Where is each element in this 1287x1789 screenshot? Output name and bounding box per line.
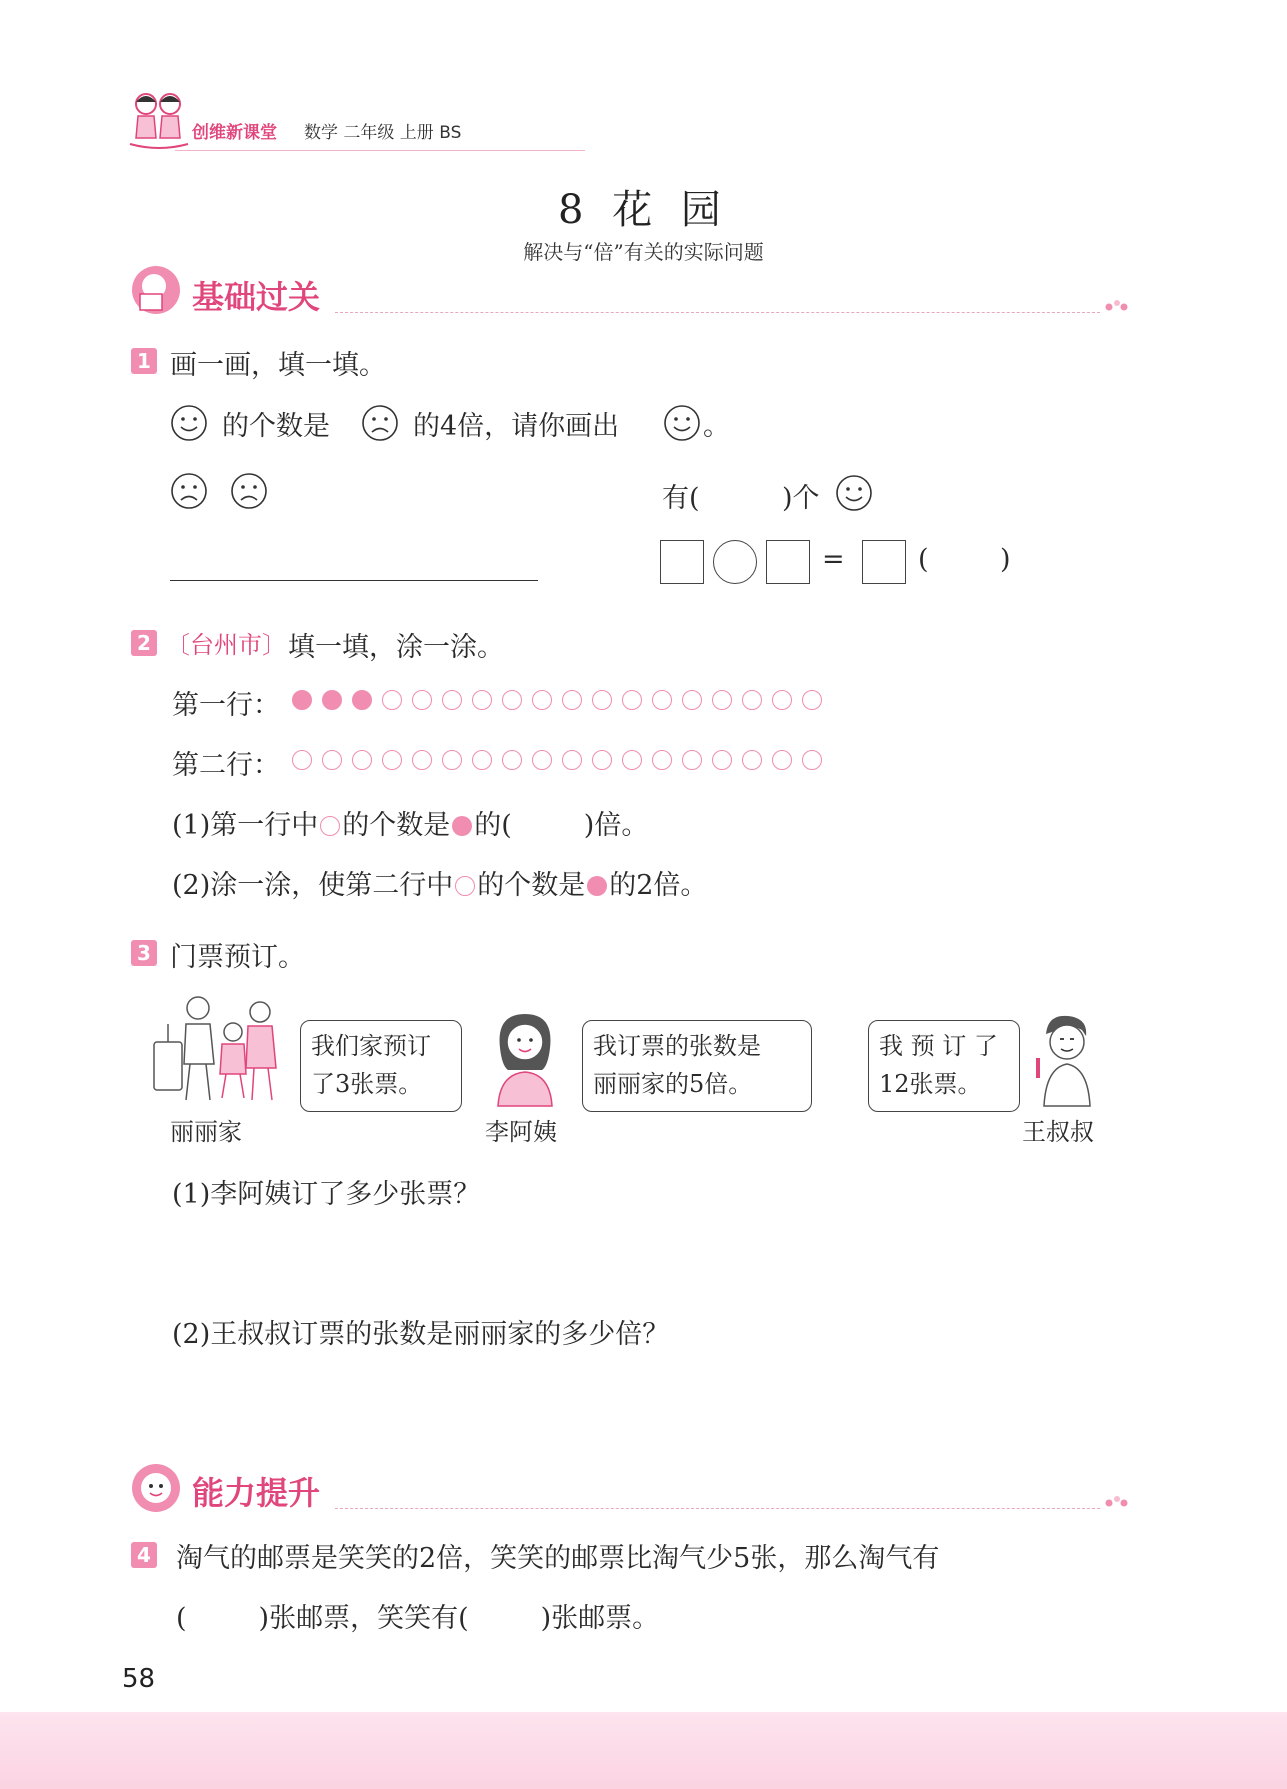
question-2-sub2 <box>172 863 707 902</box>
empty-dot-icon <box>455 876 475 896</box>
section-advanced-divider <box>335 1508 1100 1509</box>
equation-number-box[interactable] <box>766 540 810 584</box>
empty-dot <box>562 690 582 710</box>
question-1-stem: 画一画，填一填。 <box>170 350 386 381</box>
empty-dot[interactable] <box>532 750 552 770</box>
empty-dot[interactable] <box>412 750 432 770</box>
speech-bubble-lili <box>300 1020 462 1112</box>
empty-dot-icon <box>320 816 340 836</box>
question-3-sub2-answer-area[interactable] <box>172 1354 1072 1454</box>
empty-dot[interactable] <box>652 750 672 770</box>
empty-dot[interactable] <box>622 750 642 770</box>
header-kids-logo <box>126 88 192 154</box>
question-2-sub1 <box>172 803 648 842</box>
empty-dot <box>382 690 402 710</box>
equation-unit-blank[interactable] <box>935 540 995 580</box>
empty-dot <box>622 690 642 710</box>
question-4-line2-c: )张邮票。 <box>540 1603 660 1634</box>
filled-dot <box>292 690 312 710</box>
question-2-source: 〔台州市〕 <box>166 631 286 659</box>
question-2-sub2-b: 的个数是 <box>477 870 586 901</box>
smile-face-icon <box>170 404 208 442</box>
question-2-sub1-b: 的个数是 <box>342 810 451 841</box>
equation-unit-close: ) <box>1000 544 1011 575</box>
smile-face-icon <box>663 404 701 442</box>
section-basic-dots-icon <box>1104 298 1132 312</box>
filled-dot-icon <box>587 876 607 896</box>
page-subtitle: 解决与“倍”有关的实际问题 <box>523 240 764 264</box>
question-1-drawing-line[interactable] <box>170 580 538 581</box>
question-3-number: 3 <box>131 940 157 966</box>
question-2-row1-label: 第一行： <box>172 690 280 721</box>
empty-dot[interactable] <box>772 750 792 770</box>
empty-dot[interactable] <box>502 750 522 770</box>
empty-dot <box>442 690 462 710</box>
question-2-row2-label: 第二行： <box>172 750 280 781</box>
question-4-number: 4 <box>131 1542 157 1568</box>
sad-face-icon <box>230 472 268 510</box>
question-2-sub1-a: (1)第一行中 <box>172 810 319 841</box>
question-2-stem: 填一填，涂一涂。 <box>288 632 504 663</box>
empty-dot[interactable] <box>382 750 402 770</box>
footer-band <box>0 1712 1287 1789</box>
speaker-lili-name: 丽丽家 <box>170 1118 242 1146</box>
header-divider <box>175 150 585 151</box>
empty-dot <box>772 690 792 710</box>
empty-dot[interactable] <box>472 750 492 770</box>
empty-dot <box>502 690 522 710</box>
filled-dot <box>352 690 372 710</box>
section-basic-title: 基础过关 <box>192 278 321 316</box>
section-advanced-dots-icon <box>1104 1494 1132 1508</box>
section-basic-mascot-icon <box>128 264 184 316</box>
speech-aunt-li-line1: 我订票的张数是 <box>593 1032 761 1060</box>
equation-operator-circle[interactable] <box>713 540 757 584</box>
section-basic-divider <box>335 312 1100 313</box>
question-2-row2-dots[interactable] <box>292 750 822 770</box>
page-number: 58 <box>122 1664 156 1694</box>
question-1-count-suffix: )个 <box>782 483 820 514</box>
empty-dot <box>472 690 492 710</box>
empty-dot <box>712 690 732 710</box>
question-3-stem: 门票预订。 <box>170 942 305 973</box>
filled-dot <box>322 690 342 710</box>
empty-dot[interactable] <box>562 750 582 770</box>
question-1-text-end: 。 <box>703 411 730 442</box>
speech-lili-line2: 了3张票。 <box>311 1070 423 1098</box>
empty-dot[interactable] <box>442 750 462 770</box>
question-4-line2 <box>176 1596 659 1635</box>
question-2-sub1-d: )倍。 <box>583 810 649 841</box>
speaker-uncle-wang-name: 王叔叔 <box>1022 1118 1094 1146</box>
speaker-aunt-li-name: 李阿姨 <box>485 1118 557 1146</box>
speech-uncle-wang-line2: 12张票。 <box>879 1070 982 1098</box>
aunt-li-illustration-icon <box>490 1008 560 1108</box>
equation-result-box[interactable] <box>862 540 906 584</box>
equation-equals: = <box>822 544 845 575</box>
speech-uncle-wang-line1: 我 预 订 了 <box>879 1032 998 1060</box>
empty-dot[interactable] <box>682 750 702 770</box>
question-1-count-prefix: 有( <box>662 483 700 514</box>
question-1-number: 1 <box>131 348 157 374</box>
question-3-sub1-answer-area[interactable] <box>172 1214 1072 1304</box>
empty-dot[interactable] <box>742 750 762 770</box>
question-2-sub2-a: (2)涂一涂，使第二行中 <box>172 870 454 901</box>
equation-unit-open: ( <box>918 544 929 575</box>
empty-dot[interactable] <box>712 750 732 770</box>
empty-dot[interactable] <box>592 750 612 770</box>
empty-dot <box>532 690 552 710</box>
empty-dot[interactable] <box>292 750 312 770</box>
sad-face-icon <box>170 472 208 510</box>
question-4-line2-a: ( <box>176 1603 187 1634</box>
question-2-sub2-c: 的2倍。 <box>609 870 708 901</box>
sad-face-icon <box>361 404 399 442</box>
uncle-wang-illustration-icon <box>1030 1008 1100 1108</box>
header-brand: 创维新课堂 <box>192 123 277 143</box>
empty-dot <box>802 690 822 710</box>
empty-dot[interactable] <box>802 750 822 770</box>
question-1-text-b: 的4倍，请你画出 <box>413 411 620 442</box>
question-3-sub1: (1)李阿姨订了多少张票？ <box>172 1179 481 1210</box>
question-2-row1-dots <box>292 690 822 710</box>
question-4-line1: 淘气的邮票是笑笑的2倍，笑笑的邮票比淘气少5张，那么淘气有 <box>176 1543 940 1574</box>
speech-lili-line1: 我们家预订 <box>311 1032 431 1060</box>
section-advanced-title: 能力提升 <box>192 1474 321 1512</box>
equation-number-box[interactable] <box>660 540 704 584</box>
speech-bubble-uncle-wang <box>868 1020 1020 1112</box>
header-course: 数学 二年级 上册 BS <box>304 123 462 143</box>
speech-aunt-li-line2: 丽丽家的5倍。 <box>593 1070 753 1098</box>
page-title: 8 花 园 <box>558 187 729 233</box>
section-advanced-mascot-icon <box>128 1462 184 1514</box>
speech-bubble-aunt-li <box>582 1020 812 1112</box>
empty-dot <box>742 690 762 710</box>
question-2-sub1-c: 的( <box>474 810 512 841</box>
filled-dot-icon <box>452 816 472 836</box>
question-1-count-blank[interactable] <box>712 472 782 512</box>
empty-dot[interactable] <box>322 750 342 770</box>
smile-face-icon <box>835 474 873 512</box>
family-illustration-icon <box>148 990 288 1105</box>
empty-dot <box>412 690 432 710</box>
question-1-text-a: 的个数是 <box>222 411 330 442</box>
question-4-line2-b: )张邮票，笑笑有( <box>258 1603 469 1634</box>
empty-dot[interactable] <box>352 750 372 770</box>
question-3-sub2: (2)王叔叔订票的张数是丽丽家的多少倍？ <box>172 1319 670 1350</box>
question-2-number: 2 <box>131 630 157 656</box>
empty-dot <box>682 690 702 710</box>
empty-dot <box>652 690 672 710</box>
empty-dot <box>592 690 612 710</box>
